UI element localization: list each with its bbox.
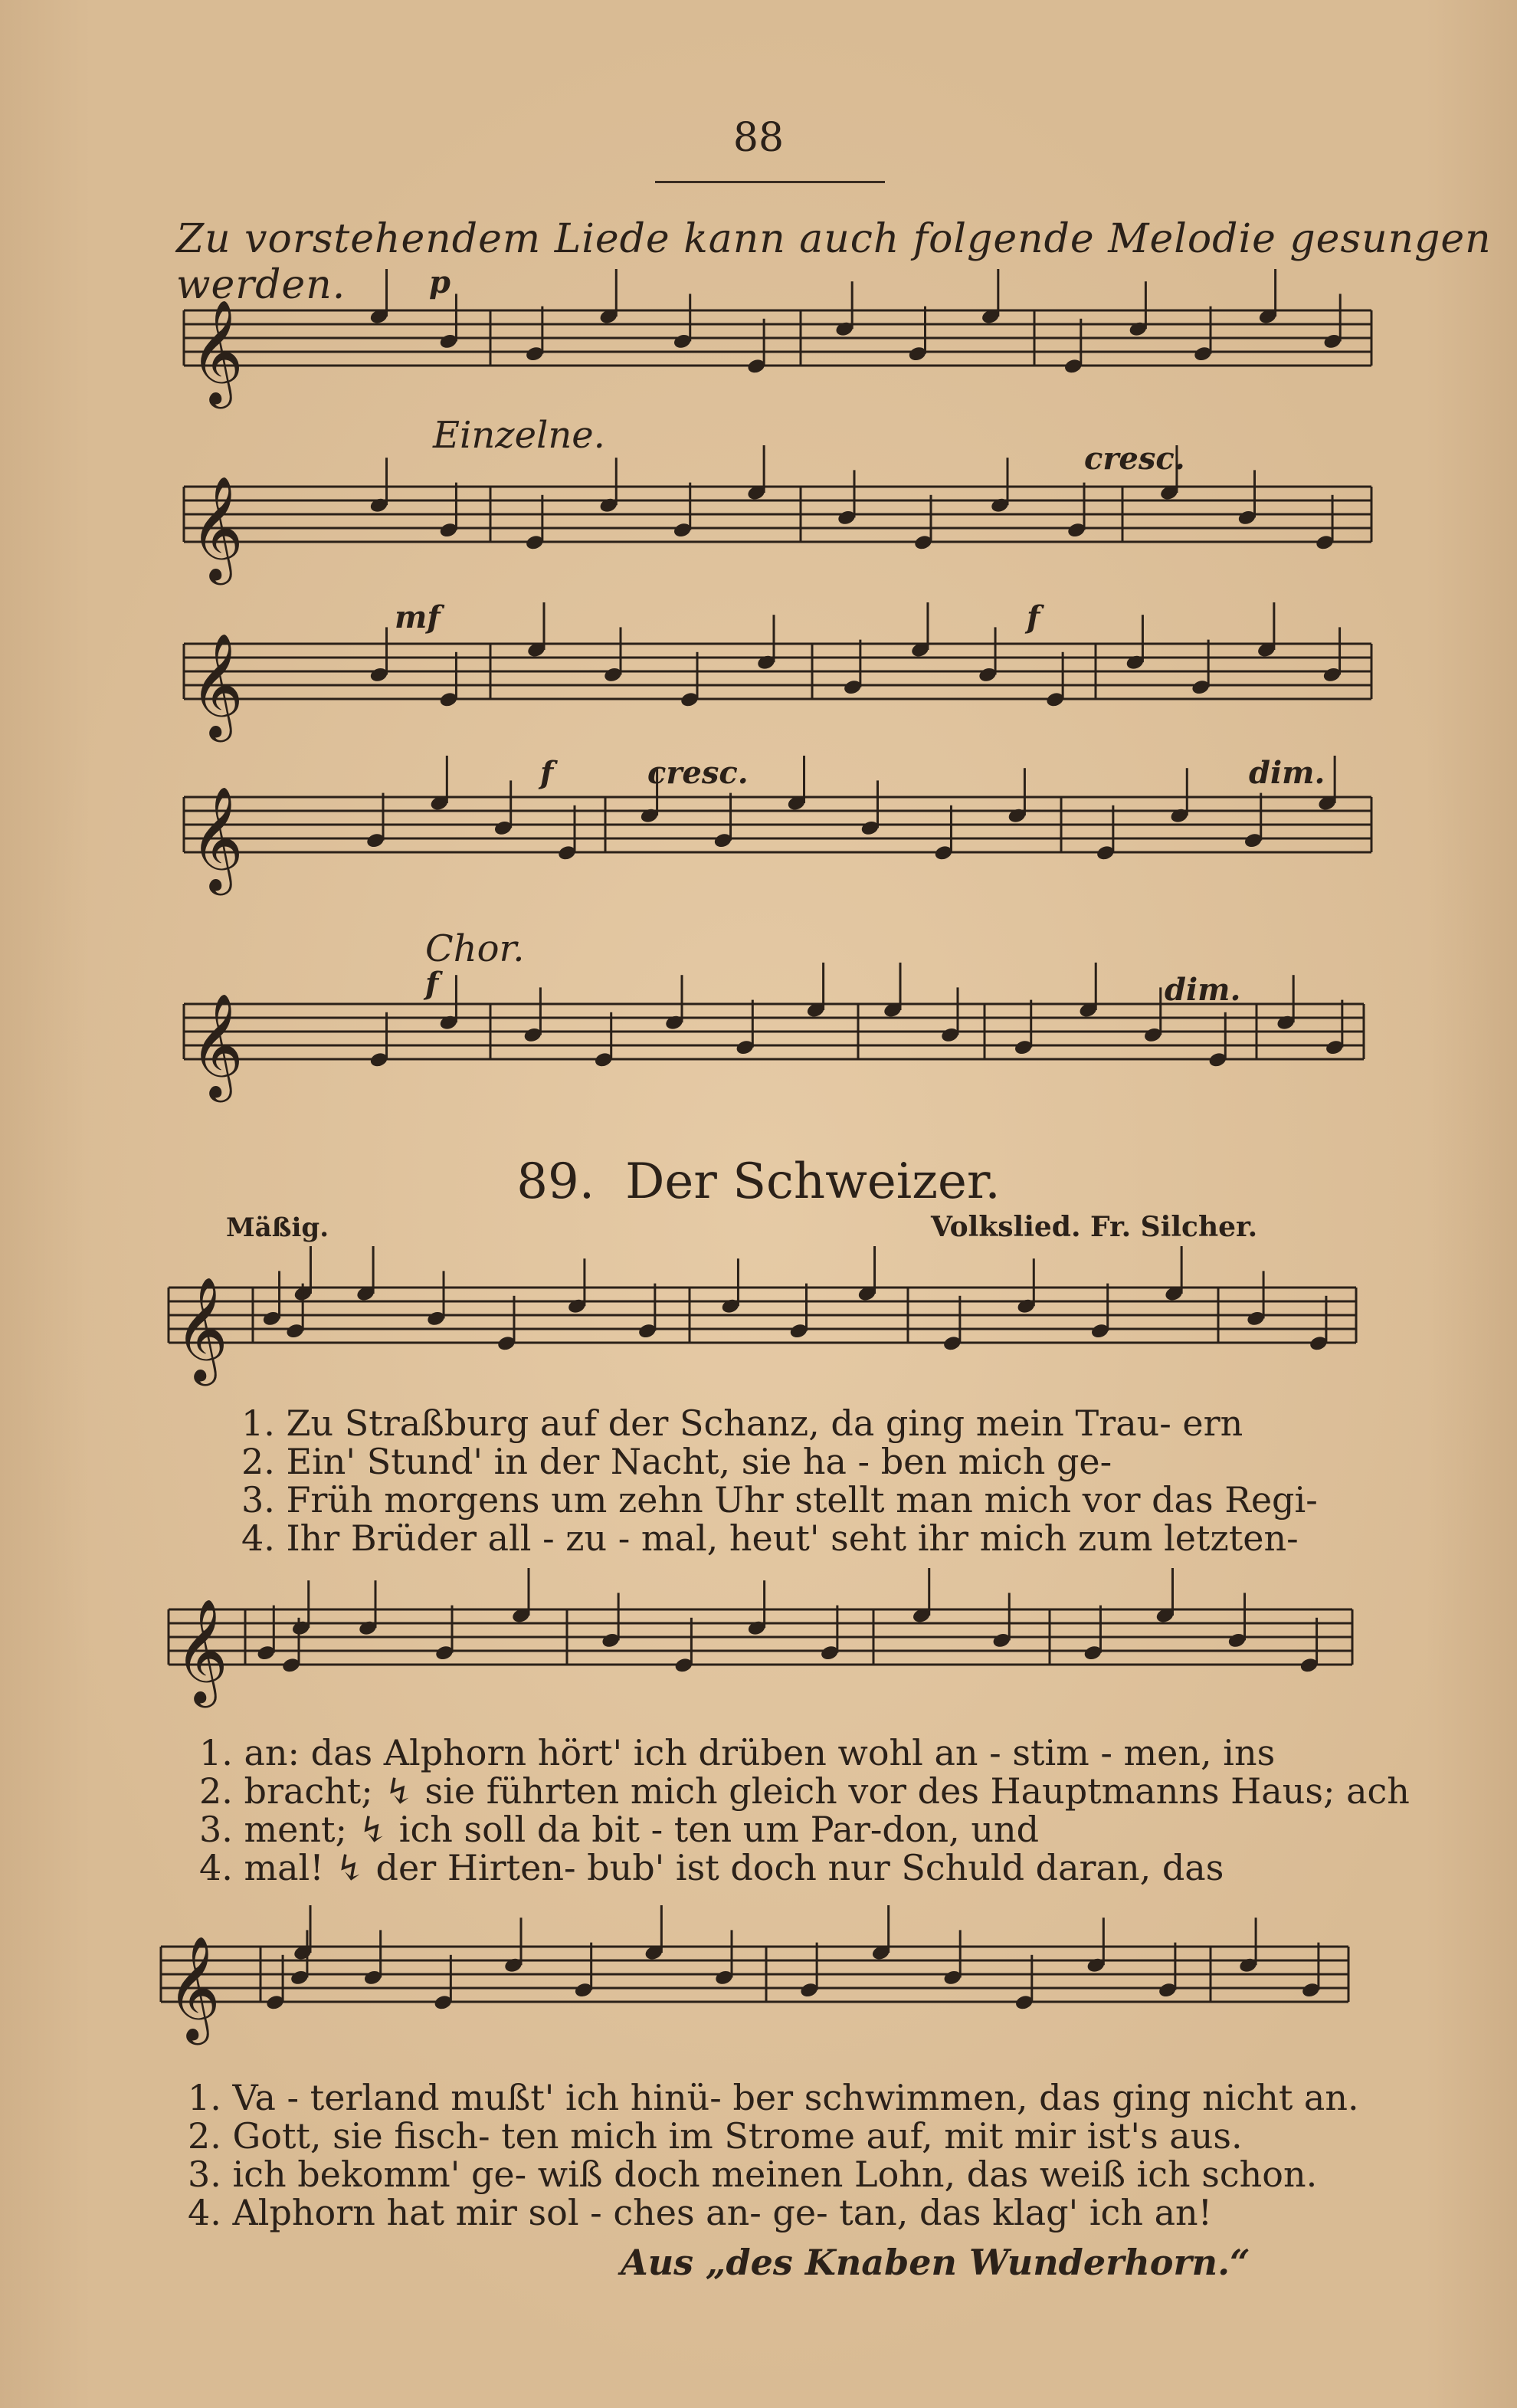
song-credit: Volkslied. Fr. Silcher. bbox=[931, 1211, 1258, 1243]
verse-line: 1. Va - terland mußt' ich hinü- ber schwimmen, das ging nicht an. bbox=[188, 2077, 1359, 2118]
song-number: 89. bbox=[516, 1153, 595, 1210]
verse-line: 3. ment; ↯ ich soll da bit - ten um Par-don, und bbox=[199, 1809, 1040, 1850]
label-chor: Chor. bbox=[425, 927, 525, 970]
dynamic-p: p bbox=[429, 264, 451, 300]
verses-block-2 bbox=[199, 1734, 1410, 1887]
dynamic-f-1: f bbox=[1027, 599, 1040, 635]
treble-clef-icon: 𝄞 bbox=[190, 474, 244, 580]
treble-clef-icon: 𝄞 bbox=[190, 992, 244, 1097]
verse-line: 3. ich bekomm' ge- wiß doch meinen Lohn, das weiß ich schon. bbox=[188, 2154, 1318, 2195]
dynamic-cresc-1: cresc. bbox=[1084, 441, 1185, 477]
verse-line: 2. Gott, sie fisch- ten mich im Strome auf, mit mir ist's aus. bbox=[188, 2115, 1243, 2157]
dynamic-mf: mf bbox=[395, 599, 441, 635]
treble-clef-icon: 𝄞 bbox=[175, 1597, 228, 1703]
treble-clef-icon: 𝄞 bbox=[190, 632, 244, 737]
page-number: 88 bbox=[732, 115, 785, 161]
verse-line: 2. Ein' Stund' in der Nacht, sie ha - ben mich ge- bbox=[241, 1441, 1112, 1482]
song-title bbox=[0, 1153, 1517, 1210]
tempo-marking: Mäßig. bbox=[226, 1212, 329, 1243]
verse-line: 1. Zu Straßburg auf der Schanz, da ging mein Trau- ern bbox=[241, 1402, 1243, 1444]
verses-block-3 bbox=[188, 2078, 1359, 2232]
dynamic-f-3: f bbox=[425, 966, 439, 1002]
treble-clef-icon: 𝄞 bbox=[175, 1275, 228, 1381]
intro-text: Zu vorstehendem Liede kann auch folgende Melodie gesungen werden. bbox=[176, 216, 1492, 308]
label-einzelne: Einzelne. bbox=[433, 414, 605, 457]
treble-clef-icon: 𝄞 bbox=[190, 785, 244, 891]
verse-line: 4. Ihr Brüder all - zu - mal, heut' seht ihr mich zum letzten- bbox=[241, 1517, 1299, 1559]
verse-line: 4. mal! ↯ der Hirten- bub' ist doch nur Schuld daran, das bbox=[199, 1847, 1224, 1888]
treble-clef-icon: 𝄞 bbox=[167, 1934, 221, 2040]
dynamic-dim-2: dim. bbox=[1165, 972, 1241, 1008]
verse-line: 4. Alphorn hat mir sol - ches an- ge- tan, das klag' ich an! bbox=[188, 2192, 1213, 2233]
verse-line: 1. an: das Alphorn hört' ich drüben wohl an - stim - men, ins bbox=[199, 1732, 1276, 1773]
dynamic-dim-1: dim. bbox=[1249, 755, 1325, 791]
verse-line: 2. bracht; ↯ sie führten mich gleich vor des Hauptmanns Haus; ach bbox=[199, 1770, 1410, 1812]
verses-block-1 bbox=[241, 1404, 1318, 1557]
dynamic-f-2: f bbox=[540, 755, 554, 791]
dynamic-cresc-2: cresc. bbox=[647, 755, 749, 791]
verse-line: 3. Früh morgens um zehn Uhr stellt man mich vor das Regi- bbox=[241, 1479, 1318, 1521]
song-title-text: Der Schweizer. bbox=[625, 1153, 1001, 1210]
treble-clef-icon: 𝄞 bbox=[190, 298, 244, 404]
source-attribution: Aus „des Knaben Wunderhorn.“ bbox=[621, 2242, 1250, 2283]
